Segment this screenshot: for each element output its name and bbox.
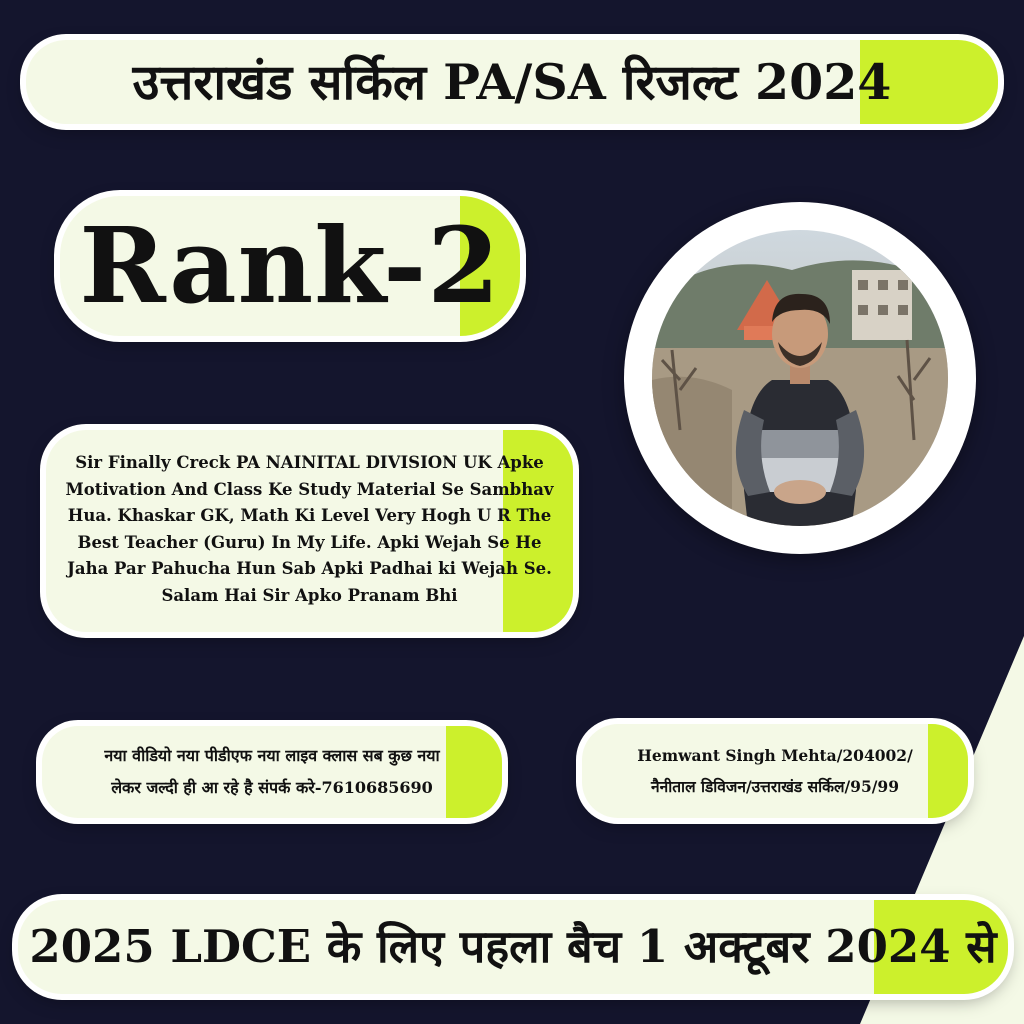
footer-banner (18, 900, 1008, 994)
candidate-line: नैनीताल डिविजन/उत्तराखंड सर्किल/95/99 (651, 777, 899, 796)
student-photo (652, 230, 948, 526)
testimonial-line: Best Teacher (Guru) In My Life. Apki Wejah Se He (77, 532, 542, 552)
rank-text: Rank-2 (79, 204, 501, 327)
footer-text: 2025 LDCE के लिए पहला बैच 1 अक्टूबर 2024 से (29, 920, 997, 973)
candidate-line: Hemwant Singh Mehta/204002/ (637, 746, 913, 765)
testimonial-line: Hua. Khaskar GK, Math Ki Level Very Hogh U R The (67, 506, 552, 525)
testimonial-text (46, 430, 573, 609)
title-banner (26, 40, 998, 124)
testimonial-card (46, 430, 573, 632)
testimonial-line: Jaha Par Pahucha Hun Sab Apki Padhai ki Wejah Se. (67, 559, 552, 578)
promo-line: लेकर जल्दी ही आ रहे है संपर्क करे-7610685690 (111, 778, 433, 797)
promo-line: नया वीडियो नया पीडीएफ नया लाइव क्लास सब कुछ नया (104, 746, 440, 765)
rank-badge (60, 196, 520, 336)
testimonial-line: Sir Finally Creck PA NAINITAL DIVISION UK Apke (75, 453, 544, 472)
testimonial-line: Motivation And Class Ke Study Material Se Sambhav (65, 479, 554, 499)
promo-card (42, 726, 502, 818)
candidate-card (582, 724, 968, 818)
title-text: उत्तराखंड सर्किल PA/SA रिजल्ट 2024 (132, 53, 892, 111)
testimonial-line: Salam Hai Sir Apko Pranam Bhi (161, 585, 458, 605)
promo-text (42, 726, 502, 804)
candidate-text (582, 724, 968, 802)
